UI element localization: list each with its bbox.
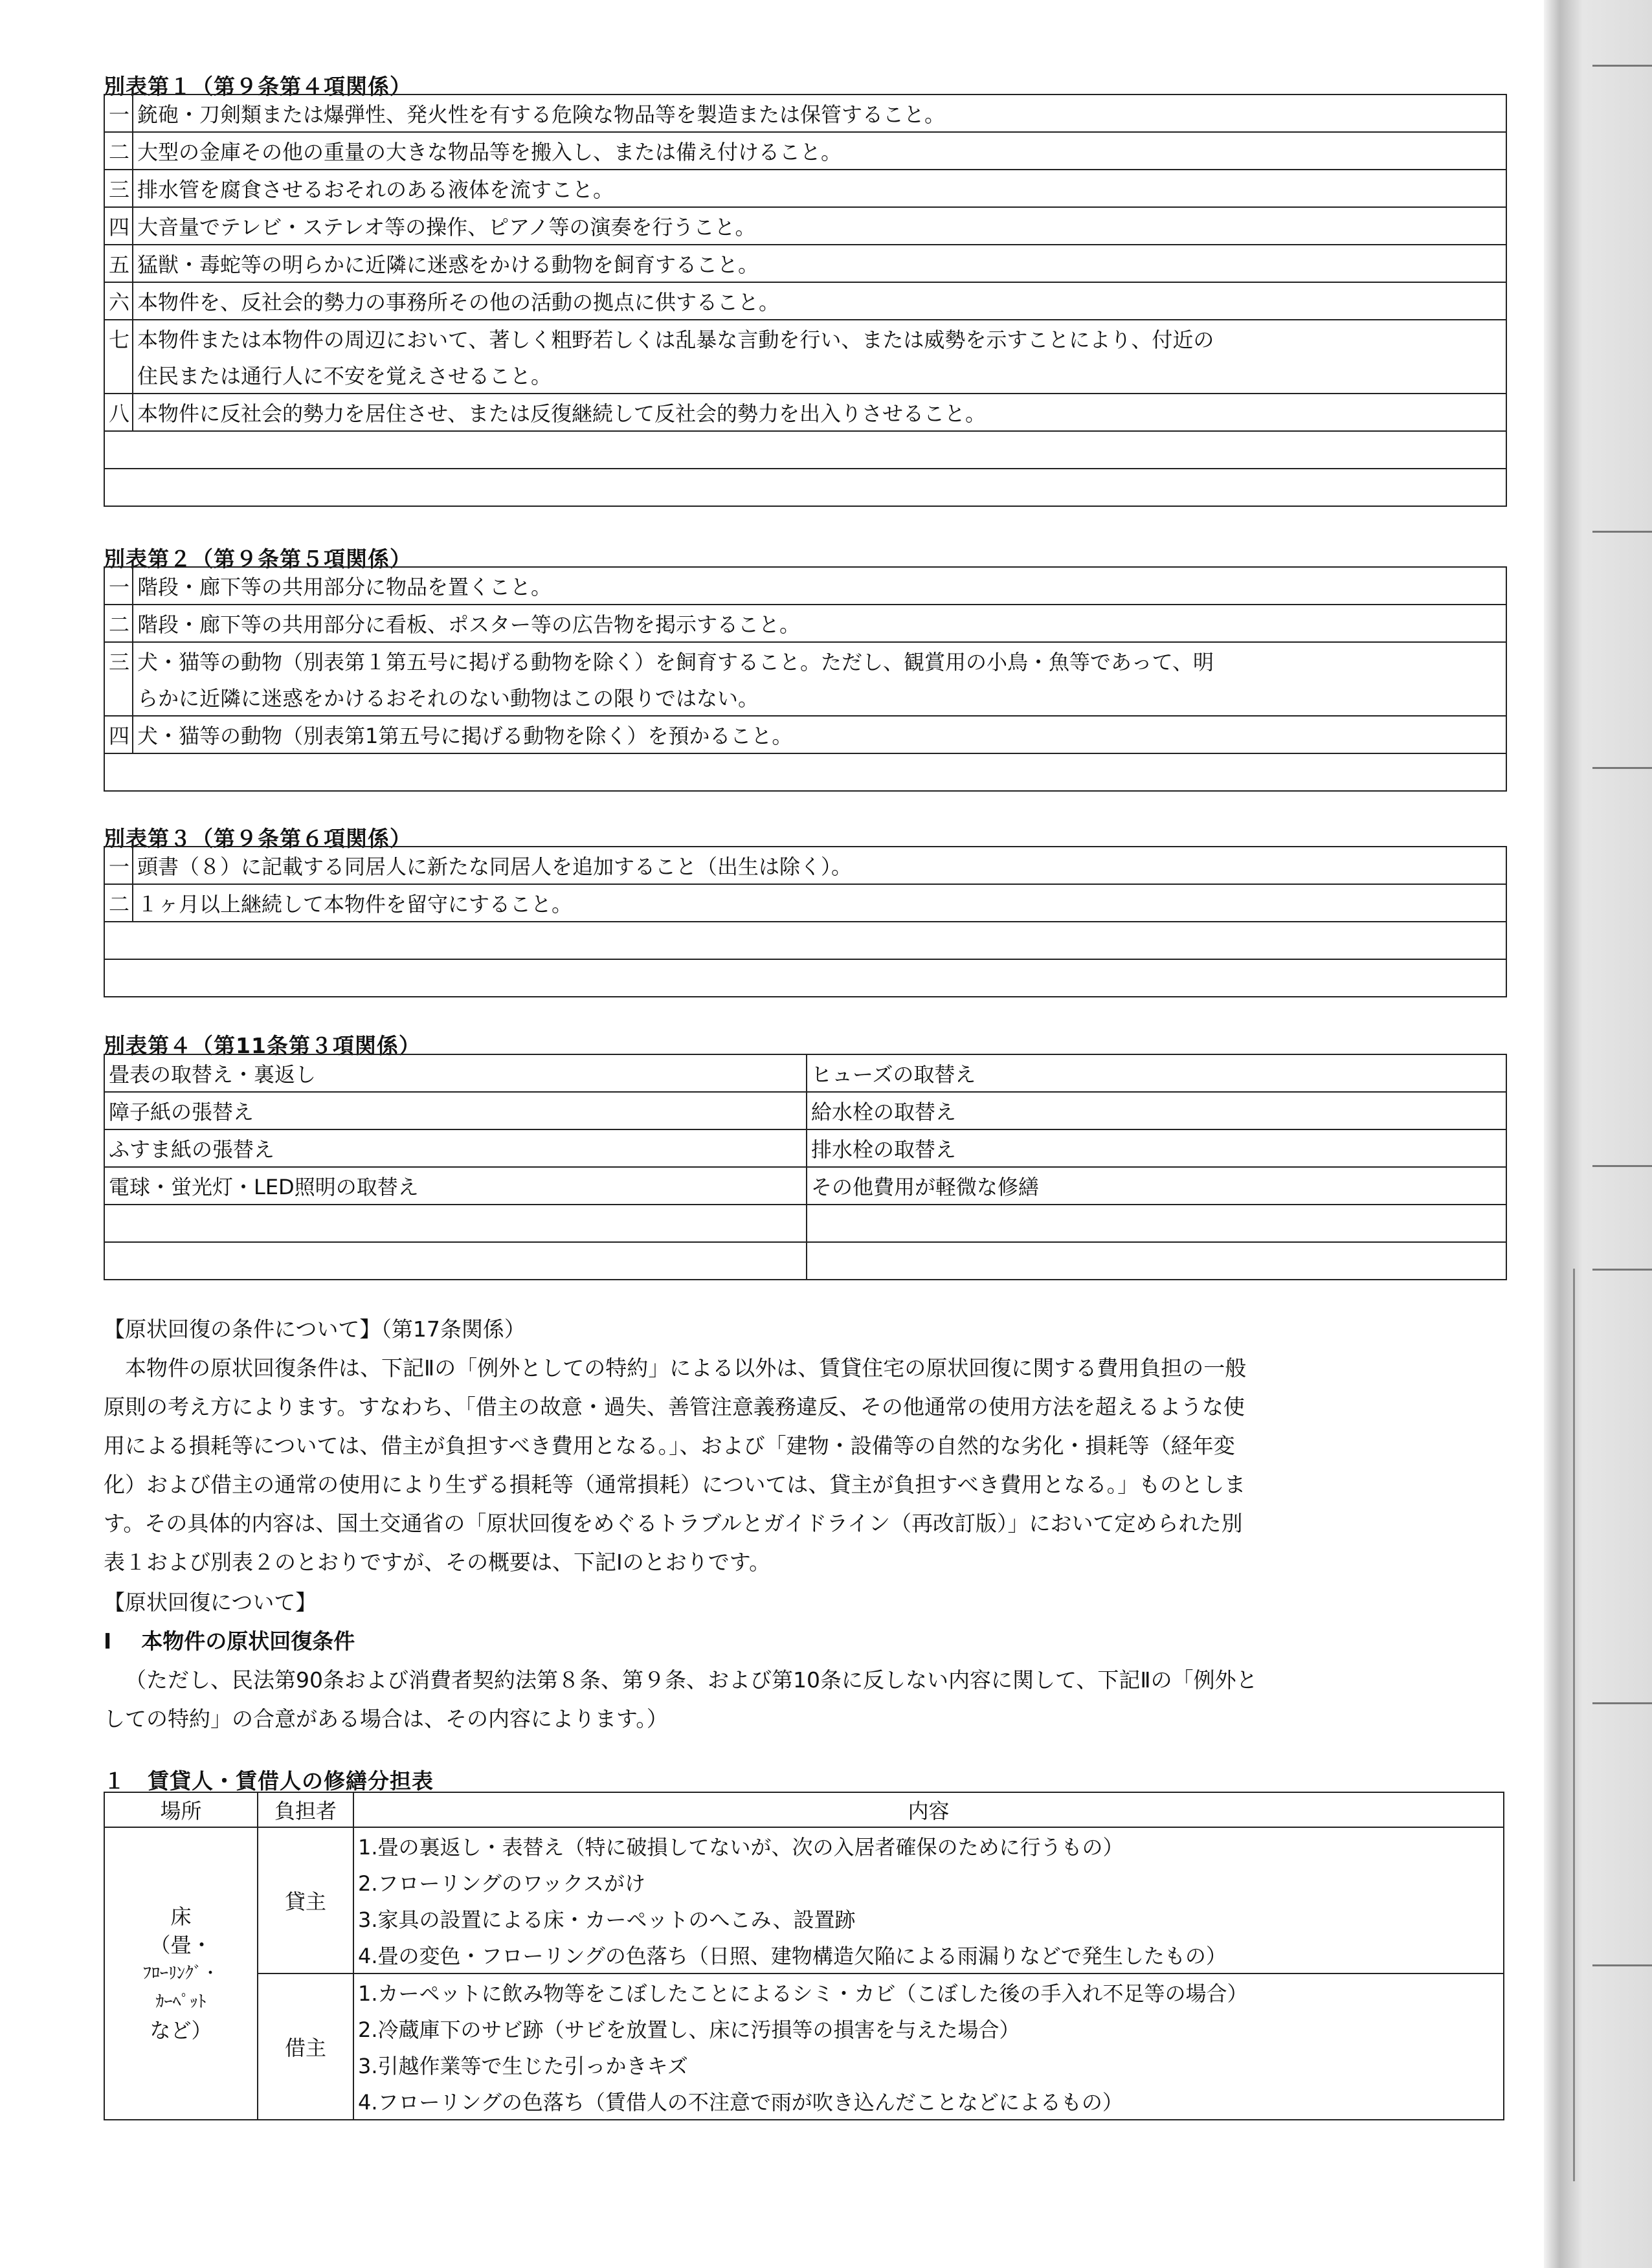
table-row (104, 1973, 1504, 2010)
repair-item: ふすま紙の張替え (104, 1129, 807, 1167)
paragraph-line: 用による損耗等については、借主が負担すべき費用となる。」、および「建物・設備等の自然的な劣化・損耗等（経年変 (104, 1433, 1235, 1458)
edge-line (1592, 531, 1652, 533)
row-number-empty (104, 679, 133, 716)
table1-title: 別表第１（第９条第４項関係） (104, 74, 412, 99)
table-row (104, 132, 1506, 170)
repair-item: 排水栓の取替え (807, 1129, 1506, 1167)
empty-cell (104, 1242, 807, 1280)
table-row-empty (104, 1242, 1506, 1280)
table-row (104, 94, 1506, 132)
row-number: 二 (104, 605, 133, 642)
table-row-empty (104, 753, 1506, 791)
content-item: 2.冷蔵庫下のサビ跡（サビを放置し、床に汚損等の損害を与えた場合） (353, 2010, 1504, 2047)
edge-line (1592, 1964, 1652, 1966)
row-text: 銃砲・刀剣類または爆弾性、発火性を有する危険な物品等を製造または保管すること。 (133, 94, 1506, 132)
empty-cell (807, 1205, 1506, 1242)
paragraph-line: 表１および別表２のとおりですが、その概要は、下記Ⅰのとおりです。 (104, 1550, 771, 1575)
row-text: 本物件に反社会的勢力を居住させ、または反復継続して反社会的勢力を出入りさせること。 (133, 394, 1506, 431)
table-row (104, 605, 1506, 642)
table-row-empty (104, 959, 1506, 997)
content-item: 1.畳の裏返し・表替え（特に破損してないが、次の入居者確保のために行うもの） (353, 1827, 1504, 1864)
paragraph-line: しての特約」の合意がある場合は、その内容によります。） (104, 1706, 668, 1731)
table5-title: １ 賃貸人・賃借人の修繕分担表 (104, 1768, 434, 1794)
repair-item: ヒューズの取替え (807, 1054, 1506, 1092)
content-item: 4.畳の変色・フローリングの色落ち（日照、建物構造欠陥による雨漏りなどで発生したもの） (353, 1937, 1504, 1973)
empty-cell (807, 1242, 1506, 1280)
row-text: １ヶ月以上継続して本物件を留守にすること。 (133, 884, 1506, 922)
table-row-continuation (104, 357, 1506, 394)
subsection-number: Ⅰ (104, 1629, 112, 1654)
row-number: 一 (104, 94, 133, 132)
paragraph-line: 原則の考え方によります。すなわち、「借主の故意・過失、善管注意義務違反、その他通常の使用方法を超えるような使 (104, 1394, 1245, 1419)
content-item: 1.カーペットに飲み物等をこぼしたことによるシミ・カビ（こぼした後の手入れ不足等の場合） (353, 1973, 1504, 2010)
paragraph-line: 本物件の原状回復条件は、下記Ⅱの「例外としての特約」による以外は、賃貸住宅の原状回復に関する費用負担の一般 (125, 1355, 1247, 1381)
edge-line (1573, 1269, 1575, 2181)
table2 (104, 566, 1507, 792)
table-row (104, 1129, 1506, 1167)
column-header-bearer: 負担者 (258, 1792, 353, 1827)
table1 (104, 94, 1507, 507)
content-item: 3.家具の設置による床・カーペットのへこみ、設置跡 (353, 1900, 1504, 1937)
column-header-place: 場所 (104, 1792, 258, 1827)
table-row (104, 1054, 1506, 1092)
row-number: 二 (104, 132, 133, 170)
repair-item: 電球・蛍光灯・LED照明の取替え (104, 1167, 807, 1205)
table3-title: 別表第３（第９条第６項関係） (104, 826, 412, 851)
table-row (104, 394, 1506, 431)
table-row-empty (104, 469, 1506, 506)
paragraph-line: 化）および借主の通常の使用により生ずる損耗等（通常損耗）については、貸主が負担すべき費用となる。」ものとしま (104, 1472, 1246, 1497)
table4 (104, 1054, 1507, 1280)
table4-title: 別表第４（第11条第３項関係） (104, 1033, 421, 1058)
row-text: 本物件を、反社会的勢力の事務所その他の活動の拠点に供すること。 (133, 282, 1506, 320)
row-text: 階段・廊下等の共用部分に物品を置くこと。 (133, 567, 1506, 605)
edge-line (1592, 1165, 1652, 1167)
table3 (104, 846, 1507, 997)
restoration-heading: 【原状回復の条件について】（第17条関係） (104, 1317, 526, 1342)
row-number: 四 (104, 207, 133, 245)
row-number: 三 (104, 642, 133, 679)
table-row-empty (104, 431, 1506, 469)
subsection-title: 本物件の原状回復条件 (141, 1629, 355, 1654)
row-number: 一 (104, 567, 133, 605)
row-text: 犬・猫等の動物（別表第１第五号に掲げる動物を除く）を飼育すること。ただし、観賞用の小鳥・魚等であって、明 (133, 642, 1506, 679)
edge-line (1592, 1269, 1652, 1271)
table-row (104, 1092, 1506, 1129)
edge-line (1592, 767, 1652, 769)
content-item: 2.フローリングのワックスがけ (353, 1864, 1504, 1900)
repair-item: その他費用が軽微な修繕 (807, 1167, 1506, 1205)
table-row (104, 716, 1506, 753)
empty-cell (104, 431, 1506, 469)
empty-cell (104, 469, 1506, 506)
empty-cell (104, 1205, 807, 1242)
row-text: 階段・廊下等の共用部分に看板、ポスター等の広告物を掲示すること。 (133, 605, 1506, 642)
repair-item: 給水栓の取替え (807, 1092, 1506, 1129)
row-text: 本物件または本物件の周辺において、著しく粗野若しくは乱暴な言動を行い、または威勢を示すことにより、付近の (133, 320, 1506, 357)
table-row (104, 884, 1506, 922)
adjacent-page-edge (1544, 0, 1652, 2268)
place-line: など） (150, 2018, 212, 2043)
row-number: 七 (104, 320, 133, 357)
subsection-heading (104, 1622, 1469, 1661)
place-cell (104, 1827, 258, 2120)
restoration2-heading: 【原状回復について】 (104, 1590, 317, 1615)
repair-item: 畳表の取替え・裏返し (104, 1054, 807, 1092)
repair-item: 障子紙の張替え (104, 1092, 807, 1129)
table-row-empty (104, 1205, 1506, 1242)
table-row (104, 170, 1506, 207)
table-row (104, 245, 1506, 282)
edge-line (1592, 65, 1652, 67)
content-item: 3.引越作業等で生じた引っかきキズ (353, 2047, 1504, 2083)
row-number: 三 (104, 170, 133, 207)
place-line: （畳・ (150, 1933, 212, 1957)
bearer-tenant: 借主 (258, 1973, 353, 2120)
row-number: 一 (104, 847, 133, 884)
row-text: 大音量でテレビ・ステレオ等の操作、ピアノ等の演奏を行うこと。 (133, 207, 1506, 245)
repair-share-table (104, 1792, 1504, 2120)
table-row (104, 320, 1506, 357)
paragraph-line: （ただし、民法第90条および消費者契約法第８条、第９条、および第10条に反しない内容に関して、下記Ⅱの「例外と (125, 1667, 1258, 1693)
row-text: 排水管を腐食させるおそれのある液体を流すこと。 (133, 170, 1506, 207)
row-number: 四 (104, 716, 133, 753)
table-row-continuation (104, 679, 1506, 716)
row-text: 頭書（８）に記載する同居人に新たな同居人を追加すること（出生は除く）。 (133, 847, 1506, 884)
content-item: 4.フローリングの色落ち（賃借人の不注意で雨が吹き込んだことなどによるもの） (353, 2083, 1504, 2120)
table-row-empty (104, 922, 1506, 959)
table-row (104, 207, 1506, 245)
edge-line (1592, 1702, 1652, 1704)
place-line: ﾌﾛｰﾘﾝｸﾞ・ (142, 1964, 219, 1983)
row-text: 大型の金庫その他の重量の大きな物品等を搬入し、または備え付けること。 (133, 132, 1506, 170)
table-row (104, 1827, 1504, 1864)
table-row (104, 642, 1506, 679)
empty-cell (104, 959, 1506, 997)
place-line: ｶｰﾍﾟｯﾄ (155, 1992, 206, 2012)
empty-cell (104, 753, 1506, 791)
table-row (104, 1167, 1506, 1205)
row-number-empty (104, 357, 133, 394)
row-number: 六 (104, 282, 133, 320)
row-text: 犬・猫等の動物（別表第1第五号に掲げる動物を除く）を預かること。 (133, 716, 1506, 753)
table-row (104, 282, 1506, 320)
place-line: 床 (170, 1904, 192, 1929)
row-number: 八 (104, 394, 133, 431)
empty-cell (104, 922, 1506, 959)
table-header-row (104, 1792, 1504, 1827)
row-text-continuation: らかに近隣に迷惑をかけるおそれのない動物はこの限りではない。 (133, 679, 1506, 716)
row-text: 猛獣・毒蛇等の明らかに近隣に迷惑をかける動物を飼育すること。 (133, 245, 1506, 282)
restoration-section (104, 1310, 1469, 1582)
column-header-content: 内容 (353, 1792, 1504, 1827)
row-number: 五 (104, 245, 133, 282)
row-text-continuation: 住民または通行人に不安を覚えさせること。 (133, 357, 1506, 394)
bearer-landlord: 貸主 (258, 1827, 353, 1973)
table-row (104, 847, 1506, 884)
restoration2-section (104, 1583, 1469, 1739)
paragraph-line: す。その具体的内容は、国土交通省の「原状回復をめぐるトラブルとガイドライン（再改訂版）」において定められた別 (104, 1511, 1243, 1536)
table-row (104, 567, 1506, 605)
row-number: 二 (104, 884, 133, 922)
table2-title: 別表第２（第９条第５項関係） (104, 546, 412, 572)
